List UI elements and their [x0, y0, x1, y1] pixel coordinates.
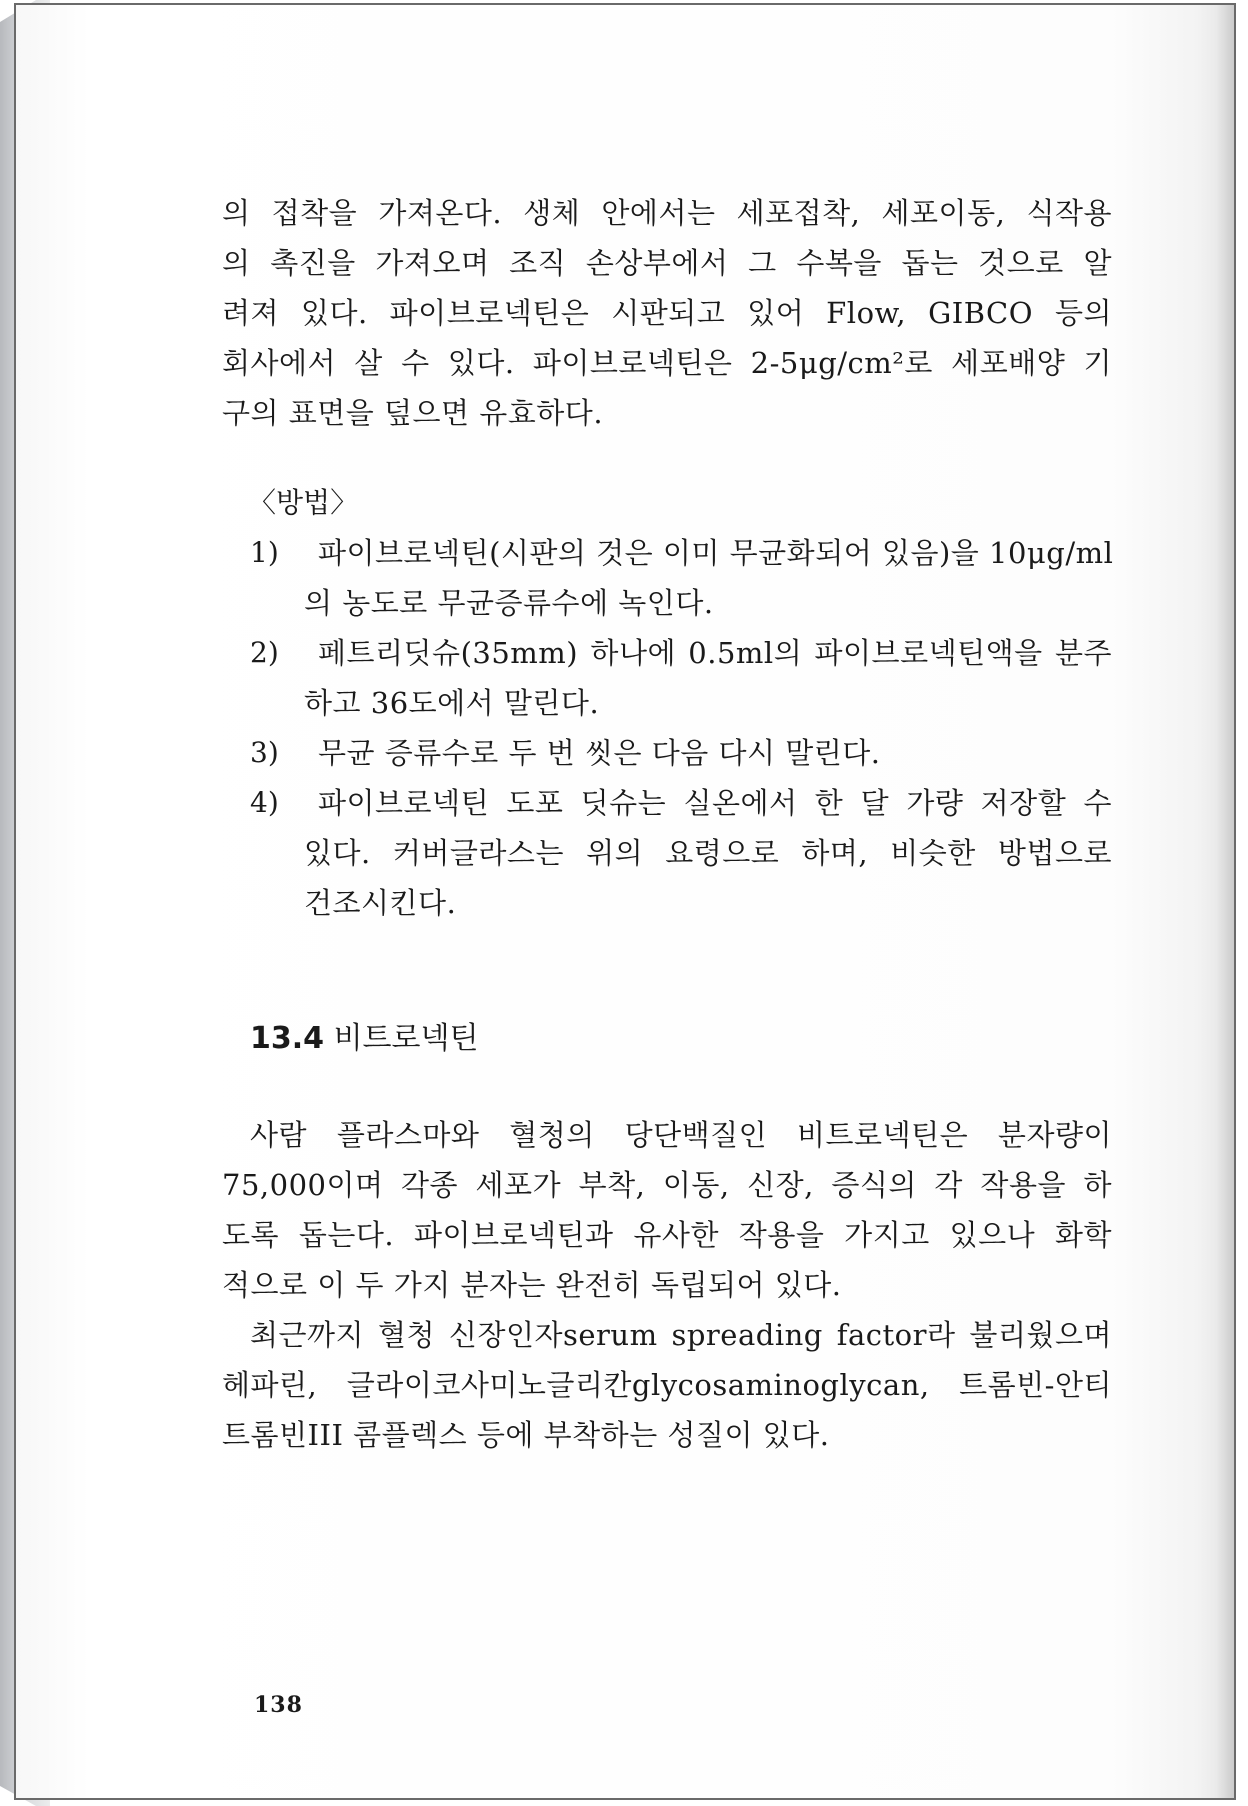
text-line: 최근까지 혈청 신장인자serum spreading factor라 불리웠으며 [250, 1318, 1112, 1352]
text-line: 트롬빈III 콤플렉스 등에 부착하는 성질이 있다. [222, 1418, 830, 1452]
text-line: 무균 증류수로 두 번 씻은 다음 다시 말린다. [318, 736, 881, 770]
text-line: 파이브로넥틴 도포 딧슈는 실온에서 한 달 가량 저장할 수 [318, 786, 1112, 820]
method-label: 〈방법〉 [248, 486, 359, 519]
method-step-4 [222, 778, 1112, 928]
text-line: 의 촉진을 가져오며 조직 손상부에서 그 수복을 돕는 것으로 알 [222, 246, 1112, 280]
section-heading [222, 1014, 1112, 1064]
section-paragraph-1 [222, 1110, 1112, 1310]
text-line: 려져 있다. 파이브로넥틴은 시판되고 있어 Flow, GIBCO 등의 [222, 296, 1112, 330]
method-step-3 [222, 728, 1112, 778]
text-line: 건조시킨다. [304, 886, 457, 920]
text-line: 적으로 이 두 가지 분자는 완전히 독립되어 있다. [222, 1268, 842, 1302]
step-number: 2) [250, 636, 279, 669]
step-number: 3) [250, 736, 279, 769]
text-line: 의 농도로 무균증류수에 녹인다. [304, 586, 714, 620]
method-step-1 [222, 528, 1112, 628]
text-line: 의 접착을 가져온다. 생체 안에서는 세포접착, 세포이동, 식작용 [222, 196, 1112, 230]
section-paragraph-2 [222, 1310, 1112, 1460]
page-content [222, 188, 1112, 1460]
text-line: 파이브로넥틴(시판의 것은 이미 무균화되어 있음)을 10μg/ml [318, 536, 1114, 570]
section-title: 비트로넥틴 [333, 1021, 479, 1056]
section-number: 13.4 [250, 1021, 325, 1056]
page-number: 138 [254, 1692, 303, 1718]
text-line: 페트리딧슈(35mm) 하나에 0.5ml의 파이브로넥틴액을 분주 [318, 636, 1112, 670]
text-line: 회사에서 살 수 있다. 파이브로넥틴은 2-5μg/cm²로 세포배양 기 [222, 346, 1112, 380]
text-line: 도록 돕는다. 파이브로넥틴과 유사한 작용을 가지고 있으나 화학 [222, 1218, 1112, 1252]
method-block [222, 478, 1112, 928]
text-line: 사람 플라스마와 혈청의 당단백질인 비트로넥틴은 분자량이 [250, 1118, 1112, 1152]
intro-paragraph [222, 188, 1112, 438]
text-line: 헤파린, 글라이코사미노글리칸glycosaminoglycan, 트롬빈-안티 [222, 1368, 1112, 1402]
text-line: 75,000이며 각종 세포가 부착, 이동, 신장, 증식의 각 작용을 하 [222, 1168, 1112, 1202]
method-step-2 [222, 628, 1112, 728]
page-edge-shadow [1216, 5, 1234, 1798]
step-number: 4) [250, 786, 279, 819]
text-line: 구의 표면을 덮으면 유효하다. [222, 396, 604, 430]
text-line: 있다. 커버글라스는 위의 요령으로 하며, 비슷한 방법으로 [304, 836, 1112, 870]
text-line: 하고 36도에서 말린다. [304, 686, 600, 720]
step-number: 1) [250, 536, 279, 569]
